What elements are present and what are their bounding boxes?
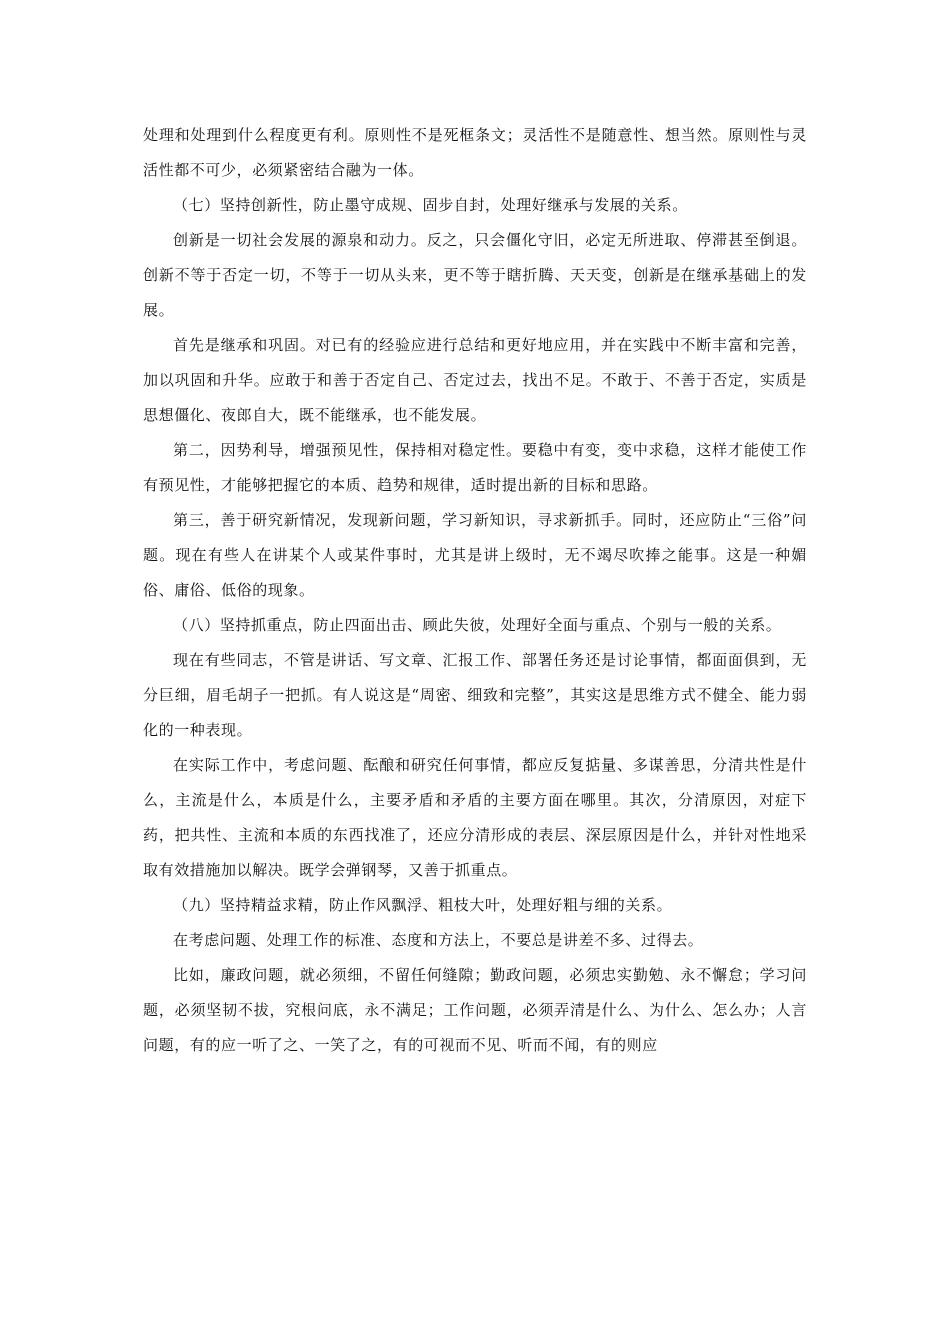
document-body: [143, 118, 807, 1063]
paragraph: 第三，善于研究新情况，发现新问题，学习新知识，寻求新抓手。同时，还应防止“三俗”问题。现在有些人在讲某个人或某件事时，尤其是讲上级时，无不竭尽吹捧之能事。这是一种媚俗、庸俗、低俗的现象。: [143, 511, 807, 599]
section-heading-9: （九）坚持精益求精，防止作风飘浮、粗枝大叶，处理好粗与细的关系。: [173, 896, 673, 914]
paragraph: 第二，因势利导，增强预见性，保持相对稳定性。要稳中有变，变中求稳，这样才能使工作有预见性，才能够把握它的本质、趋势和规律，适时提出新的目标和思路。: [143, 441, 807, 494]
paragraph: 创新是一切社会发展的源泉和动力。反之，只会僵化守旧，必定无所进取、停滞甚至倒退。创新不等于否定一切，不等于一切从头来，更不等于瞎折腾、天天变，创新是在继承基础上的发展。: [143, 231, 807, 319]
section-heading-7: （七）坚持创新性，防止墨守成规、固步自封，处理好继承与发展的关系。: [173, 196, 688, 214]
paragraph: 现在有些同志，不管是讲话、写文章、汇报工作、部署任务还是讨论事情，都面面俱到，无分巨细，眉毛胡子一把抓。有人说这是“周密、细致和完整”，其实这是思维方式不健全、能力弱化的一种表现。: [143, 651, 807, 739]
paragraph: 在实际工作中，考虑问题、酝酿和研究任何事情，都应反复掂量、多谋善思，分清共性是什么，主流是什么，本质是什么，主要矛盾和矛盾的主要方面在哪里。其次，分清原因，对症下药，把共性、主流和本质的东西找准了，还应分清形成的表层、深层原因是什么，并针对性地采取有效措施加以解决。既学会弹钢琴，又善于抓重点。: [143, 756, 807, 879]
paragraph-continuation: 处理和处理到什么程度更有利。原则性不是死框条文；灵活性不是随意性、想当然。原则性与灵活性都不可少，必须紧密结合融为一体。: [143, 126, 807, 179]
paragraph: 首先是继承和巩固。对已有的经验应进行总结和更好地应用，并在实践中不断丰富和完善，加以巩固和升华。应敢于和善于否定自己、否定过去，找出不足。不敢于、不善于否定，实质是思想僵化、夜郎自大，既不能继承，也不能发展。: [143, 336, 807, 424]
paragraph: 比如，廉政问题，就必须细，不留任何缝隙；勤政问题，必须忠实勤勉、永不懈怠；学习问题，必须坚韧不拔，究根问底，永不满足；工作问题，必须弄清是什么、为什么、怎么办；人言问题，有的应一听了之、一笑了之，有的可视而不见、听而不闻，有的则应: [143, 966, 807, 1054]
paragraph: 在考虑问题、处理工作的标准、态度和方法上，不要总是讲差不多、过得去。: [173, 931, 704, 949]
section-heading-8: （八）坚持抓重点，防止四面出击、顾此失彼，处理好全面与重点、个别与一般的关系。: [173, 616, 782, 634]
